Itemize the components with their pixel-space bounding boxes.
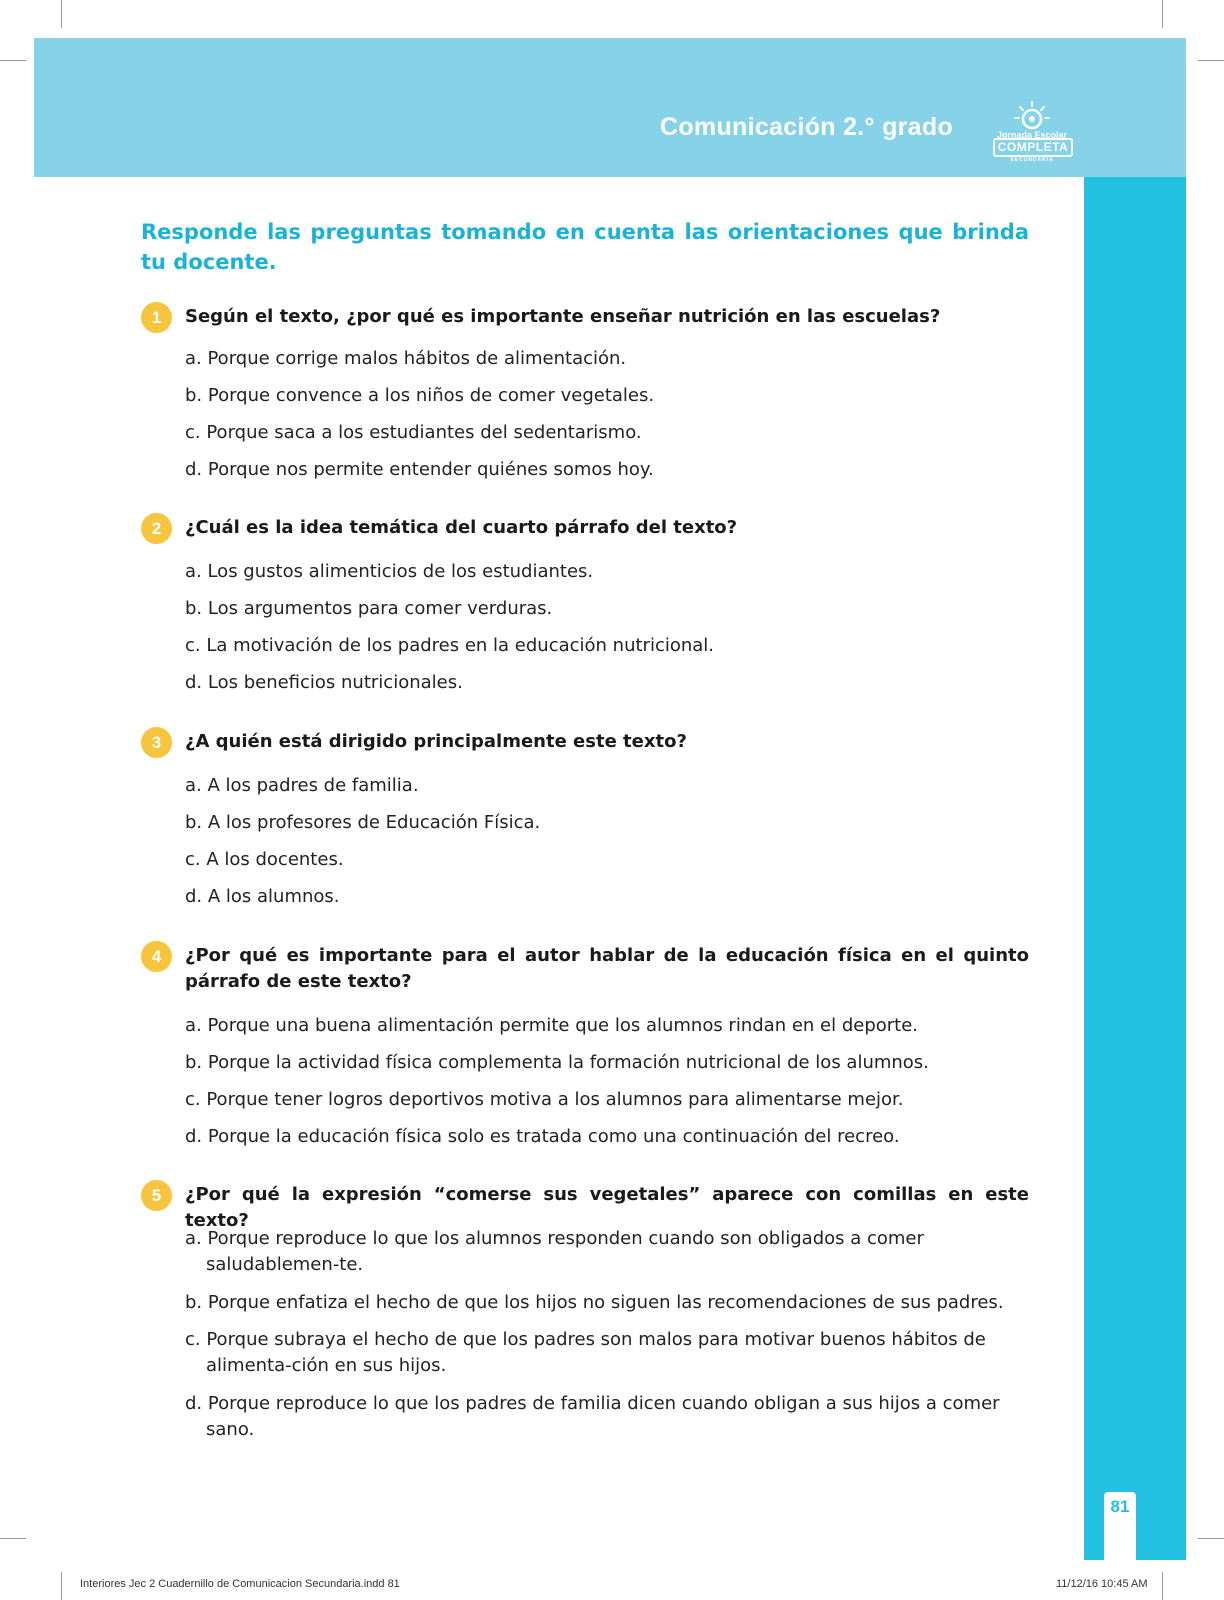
crop-mark: [1162, 0, 1163, 28]
question-number-badge: 4: [141, 941, 172, 972]
crop-mark: [0, 1538, 26, 1539]
question-text: ¿Por qué es importante para el autor hablar de la educación física en el quinto párrafo de este texto?: [185, 945, 1029, 992]
answer-option: c. La motivación de los padres en la educación nutricional.: [185, 635, 715, 656]
crop-mark: [61, 1572, 62, 1600]
answer-option: a. Los gustos alimenticios de los estudiantes.: [185, 561, 594, 582]
answer-option: c. A los docentes.: [185, 849, 344, 870]
answer-option: a. Porque reproduce lo que los alumnos responden cuando son obligados a comer saludablemen-te.: [185, 1228, 924, 1275]
answer-option: c. Porque saca a los estudiantes del sedentarismo.: [185, 422, 642, 443]
jornada-escolar-logo: [990, 100, 1074, 170]
footer-timestamp: 11/12/16 10:45 AM: [1056, 1578, 1148, 1590]
answer-option: b. Porque la actividad física complementa la formación nutricional de los alumnos.: [185, 1052, 929, 1073]
crop-mark: [0, 60, 26, 61]
logo-text-secundaria: SECUNDARIA: [1010, 157, 1054, 163]
instruction-heading: Responde las preguntas tomando en cuenta las orientaciones que brinda tu docente.: [141, 220, 1029, 274]
question-text: Según el texto, ¿por qué es importante enseñar nutrición en las escuelas?: [185, 306, 941, 327]
question-number-badge: 3: [141, 727, 172, 758]
crop-mark: [1198, 60, 1224, 61]
question-text: ¿Cuál es la idea temática del cuarto párrafo del texto?: [185, 517, 738, 538]
side-bar: [1084, 177, 1186, 1560]
answer-option: b. Los argumentos para comer verduras.: [185, 598, 553, 619]
crop-mark: [1198, 1538, 1224, 1539]
crop-mark: [61, 0, 62, 28]
answer-option: d. Porque reproduce lo que los padres de familia dicen cuando obligan a sus hijos a comer sano.: [185, 1393, 1000, 1440]
answer-option: d. Porque nos permite entender quiénes somos hoy.: [185, 459, 654, 480]
question-text: ¿A quién está dirigido principalmente este texto?: [185, 731, 687, 752]
question-number-badge: 5: [141, 1180, 172, 1211]
page-number: 81: [1110, 1497, 1130, 1516]
footer-filename: Interiores Jec 2 Cuadernillo de Comunicacion Secundaria.indd 81: [80, 1578, 400, 1590]
answer-option: a. Porque una buena alimentación permite que los alumnos rindan en el deporte.: [185, 1015, 919, 1036]
answer-option: b. A los profesores de Educación Física.: [185, 812, 541, 833]
question-number-badge: 1: [141, 302, 172, 333]
logo-text-completa: COMPLETA: [993, 138, 1073, 157]
answer-option: c. Porque subraya el hecho de que los padres son malos para motivar buenos hábitos de alimenta-ción en sus hijos.: [185, 1329, 986, 1376]
answer-option: b. Porque enfatiza el hecho de que los hijos no siguen las recomendaciones de sus padres.: [185, 1292, 1004, 1313]
answer-option: a. A los padres de familia.: [185, 775, 419, 796]
crop-mark: [1162, 1572, 1163, 1600]
answer-option: c. Porque tener logros deportivos motiva a los alumnos para alimentarse mejor.: [185, 1089, 904, 1110]
question-text: ¿Por qué la expresión “comerse sus vegetales” aparece con comillas en este texto?: [185, 1184, 1029, 1231]
answer-option: d. Porque la educación física solo es tratada como una continuación del recreo.: [185, 1126, 900, 1147]
answer-option: b. Porque convence a los niños de comer vegetales.: [185, 385, 655, 406]
answer-option: d. A los alumnos.: [185, 886, 340, 907]
question-number-badge: 2: [141, 513, 172, 544]
logo-text-line1: Jornada Escolar: [996, 130, 1068, 140]
answer-option: d. Los beneficios nutricionales.: [185, 672, 463, 693]
page-header-title: Comunicación 2.° grado: [660, 113, 954, 141]
answer-option: a. Porque corrige malos hábitos de alimentación.: [185, 348, 627, 369]
sun-icon: [990, 100, 1074, 132]
